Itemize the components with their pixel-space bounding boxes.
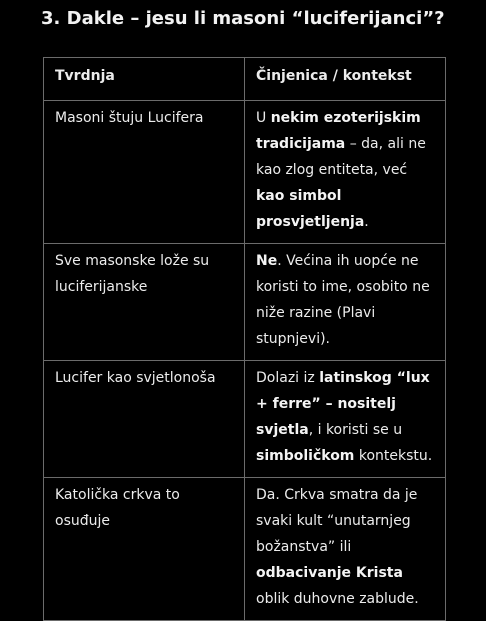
column-header-claim: Tvrdnja — [44, 58, 245, 101]
facts-table — [43, 57, 446, 621]
fact-cell — [245, 244, 446, 361]
body-text: kontekstu. — [354, 448, 433, 464]
claim-cell: Lucifer kao svjetlonoša — [44, 361, 245, 478]
body-text: U — [256, 110, 271, 126]
emphasis-text: Ne — [256, 253, 278, 269]
table-row — [44, 361, 446, 478]
table-row — [44, 478, 446, 621]
table-header-row — [44, 58, 446, 101]
table-row — [44, 101, 446, 244]
emphasis-text: kao simbol prosvjetljenja — [256, 188, 365, 230]
fact-cell — [245, 361, 446, 478]
body-text: , i koristi se u — [308, 422, 403, 438]
fact-cell — [245, 478, 446, 621]
fact-cell — [245, 101, 446, 244]
emphasis-text: nekim ezoterijskim tradicijama — [256, 110, 421, 152]
body-text: . — [364, 214, 369, 230]
claim-cell: Masoni štuju Lucifera — [44, 101, 245, 244]
section-heading: 3. Dakle – jesu li masoni “luciferijanci”? — [41, 8, 445, 29]
body-text: Dolazi iz — [256, 370, 320, 386]
claim-cell: Katolička crkva to osuđuje — [44, 478, 245, 621]
claim-cell: Sve masonske lože su luciferijanske — [44, 244, 245, 361]
body-text: Da. Crkva smatra da je svaki kult “unutarnjeg božanstva” ili — [256, 487, 418, 555]
body-text: oblik duhovne zablude. — [256, 591, 419, 607]
emphasis-text: simboličkom — [256, 448, 355, 464]
body-text: – da, ali ne kao zlog entiteta, već — [256, 136, 426, 178]
table-row — [44, 244, 446, 361]
body-text: . Većina ih uopće ne koristi to ime, osobito ne niže razine (Plavi stupnjevi). — [256, 253, 430, 347]
column-header-fact: Činjenica / kontekst — [245, 58, 446, 101]
emphasis-text: odbacivanje Krista — [256, 565, 403, 581]
emphasis-text: latinskog “lux + ferre” – nositelj svjetla — [256, 370, 430, 438]
